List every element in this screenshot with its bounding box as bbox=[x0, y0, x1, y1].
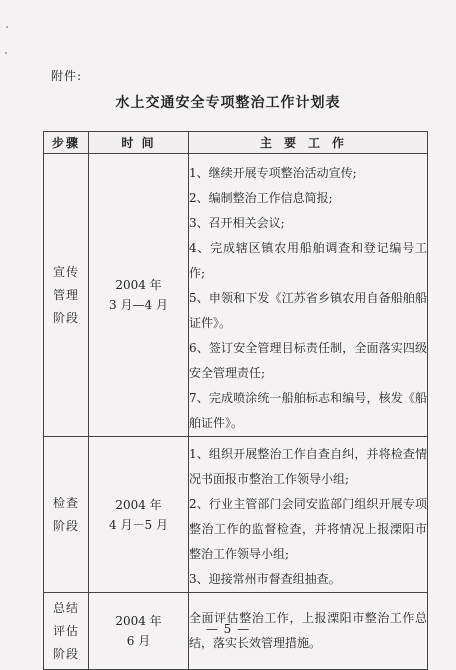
header-time: 时 间 bbox=[89, 132, 189, 154]
work-item: 全面评估整治工作，上报溧阳市整治工作总结，落实长效管理措施。 bbox=[189, 611, 427, 650]
work-item: 6、签订安全管理目标责任制，全面落实四级安全管理责任; bbox=[189, 341, 427, 380]
scan-speck bbox=[5, 52, 7, 54]
time-text: 4 月－5 月 bbox=[109, 517, 168, 532]
plan-table bbox=[43, 131, 428, 670]
phase-text: 评估 bbox=[52, 623, 79, 638]
work-cell bbox=[189, 154, 428, 437]
work-item: 5、申领和下发《江苏省乡镇农用自备船舶船证件》。 bbox=[189, 291, 427, 330]
header-phase: 步骤 bbox=[44, 132, 89, 154]
phase-text: 阶段 bbox=[52, 646, 79, 661]
table-row bbox=[44, 437, 428, 593]
work-item: 3、迎接常州市督查组抽查。 bbox=[189, 572, 341, 586]
document-title: 水上交通安全专项整治工作计划表 bbox=[115, 95, 341, 111]
phase-text: 管理 bbox=[52, 287, 79, 302]
phase-cell bbox=[44, 437, 89, 593]
time-text: 3 月—4 月 bbox=[109, 298, 168, 312]
work-item: 4、完成辖区镇农用船舶调查和登记编号工作; bbox=[189, 241, 427, 280]
phase-text: 宣传 bbox=[52, 264, 79, 279]
work-item: 2、行业主管部门会同安监部门组织开展专项整治工作的监督检查，并将情况上报溧阳市整治工作领导小组; bbox=[189, 497, 427, 561]
scan-speck bbox=[6, 26, 8, 28]
phase-text: 阶段 bbox=[52, 310, 79, 325]
work-cell bbox=[189, 437, 428, 593]
phase-cell bbox=[44, 154, 89, 437]
phase-text: 总结 bbox=[52, 600, 79, 615]
table-header-row bbox=[44, 132, 428, 154]
annex-label: 附件: bbox=[51, 69, 83, 83]
time-cell bbox=[89, 154, 189, 437]
work-item: 1、组织开展整治工作自查自纠，并将检查情况书面报市整治工作领导小组; bbox=[189, 447, 427, 486]
time-text: 2004 年 bbox=[115, 278, 162, 292]
table-row bbox=[44, 154, 428, 437]
time-cell bbox=[89, 437, 189, 593]
work-item: 1、继续开展专项整治活动宣传; bbox=[189, 166, 357, 180]
phase-text: 检查 bbox=[52, 495, 79, 510]
work-item: 3、召开相关会议; bbox=[189, 216, 285, 230]
time-text: 2004 年 bbox=[115, 497, 162, 512]
work-item: 2、编制整治工作信息简报; bbox=[189, 191, 333, 205]
page-number: — 5 — bbox=[205, 622, 251, 636]
time-text: 2004 年 bbox=[115, 614, 162, 628]
phase-text: 阶段 bbox=[52, 518, 79, 533]
header-work: 主要工作 bbox=[189, 132, 428, 154]
work-item: 7、完成喷涂统一船舶标志和编号，核发《船舶证件》。 bbox=[189, 391, 427, 430]
time-text: 6 月 bbox=[126, 634, 151, 648]
